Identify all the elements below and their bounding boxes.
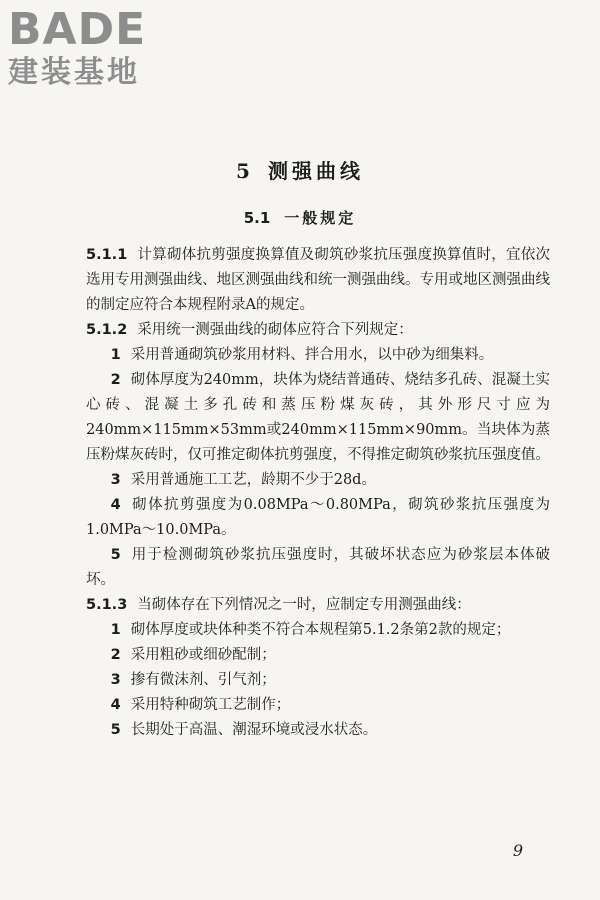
clause-number: 5.1.2: [86, 322, 128, 338]
list-item: [86, 368, 550, 468]
item-number: 2: [110, 372, 121, 388]
logo-wordmark: BADE: [8, 4, 147, 55]
section-heading: [0, 207, 600, 228]
item-number: 4: [110, 497, 121, 513]
document-body: [86, 243, 550, 743]
list-item: [86, 668, 550, 693]
logo-chinese-text: 建装基地: [8, 55, 140, 90]
item-text: 长期处于高温、潮湿环境或浸水状态。: [130, 722, 378, 738]
item-text: 采用普通施工工艺，龄期不少于28d。: [130, 472, 376, 488]
list-item: [86, 543, 550, 593]
bade-logo: [8, 6, 146, 90]
clause-number: 5.1.3: [86, 597, 128, 613]
chapter-title: 测强曲线: [267, 159, 364, 183]
section-title: 一般规定: [284, 209, 357, 227]
item-text: 砌体抗剪强度为0.08MPa～0.80MPa，砌筑砂浆抗压强度为1.0MPa～10.0MPa。: [86, 497, 550, 538]
item-text: 采用特种砌筑工艺制作；: [130, 697, 291, 713]
item-number: 4: [110, 697, 121, 713]
item-number: 5: [110, 547, 121, 563]
clause-text: 当砌体存在下列情况之一时，应制定专用测强曲线：: [137, 597, 471, 613]
clause-text: 采用统一测强曲线的砌体应符合下列规定：: [137, 322, 413, 338]
page-number: 9: [512, 841, 523, 860]
item-text: 采用粗砂或细砂配制；: [130, 647, 276, 663]
list-item: [86, 493, 550, 543]
item-text: 采用普通砌筑砂浆用材料、拌合用水，以中砂为细集料。: [130, 347, 494, 363]
list-item: [86, 693, 550, 718]
item-number: 1: [110, 622, 121, 638]
clause-5-1-3: [86, 593, 550, 618]
section-number: 5.1: [243, 209, 271, 227]
clause-5-1-2: [86, 318, 550, 343]
chapter-number: 5: [236, 159, 250, 183]
clause-5-1-1: [86, 243, 550, 318]
list-item: [86, 618, 550, 643]
item-text: 砌体厚度为240mm，块体为烧结普通砖、烧结多孔砖、混凝土实心砖、混凝土多孔砖和蒸压粉煤灰砖，其外形尺寸应为240mm×115mm×53mm或240mm×115mm×90mm。当块体为蒸压粉煤灰砖时，仅可推定砌体抗剪强度，不得推定砌筑砂浆抗压强度值。: [86, 372, 550, 463]
item-number: 1: [110, 347, 121, 363]
item-number: 3: [110, 472, 121, 488]
list-item: [86, 643, 550, 668]
clause-number: 5.1.1: [86, 247, 128, 263]
item-number: 3: [110, 672, 121, 688]
item-text: 砌体厚度或块体种类不符合本规程第5.1.2条第2款的规定；: [130, 622, 511, 638]
item-number: 2: [110, 647, 121, 663]
list-item: [86, 343, 550, 368]
chapter-heading: [0, 155, 600, 184]
list-item: [86, 468, 550, 493]
list-item: [86, 718, 550, 743]
clause-text: 计算砌体抗剪强度换算值及砌筑砂浆抗压强度换算值时，宜依次选用专用测强曲线、地区测强曲线和统一测强曲线。专用或地区测强曲线的制定应符合本规程附录A的规定。: [86, 247, 550, 313]
item-number: 5: [110, 722, 121, 738]
item-text: 掺有微沫剂、引气剂；: [130, 672, 276, 688]
item-text: 用于检测砌筑砂浆抗压强度时，其破坏状态应为砂浆层本体破坏。: [86, 547, 550, 588]
